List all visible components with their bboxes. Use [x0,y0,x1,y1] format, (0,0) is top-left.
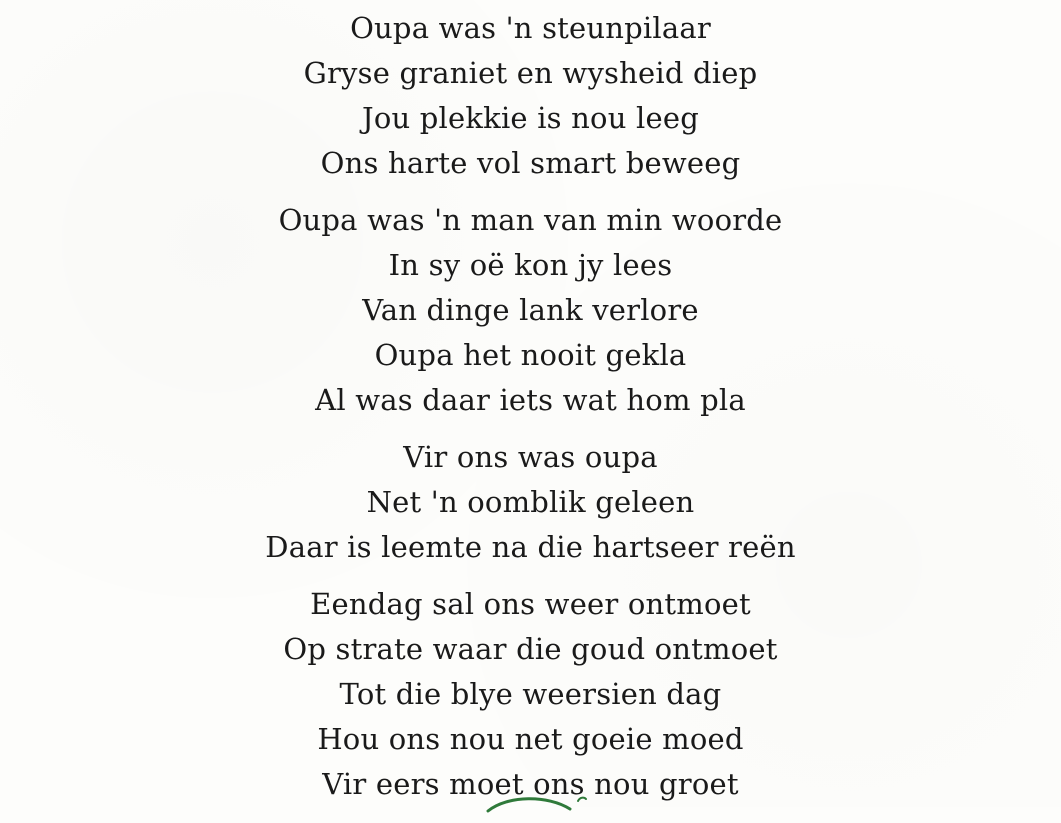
poem [0,6,1061,807]
poem-line: Van dinge lank verlore [362,293,699,327]
poem-line: Oupa het nooit gekla [374,338,687,372]
poem-line: Al was daar iets wat hom pla [315,383,746,417]
green-leaf-ornament-icon [478,793,588,823]
stanza-2 [0,198,1061,423]
poem-line: Oupa was 'n man van min woorde [278,203,783,237]
poem-line: Vir ons was oupa [403,440,658,474]
poem-line: Hou ons nou net goeie moed [317,722,744,756]
poem-line: Jou plekkie is nou leeg [362,101,699,135]
poem-line: Eendag sal ons weer ontmoet [310,587,751,621]
poem-line: Daar is leemte na die hartseer reën [265,530,796,564]
poem-line: In sy oë kon jy lees [388,248,673,282]
stanza-3 [0,435,1061,570]
poem-line: Gryse graniet en wysheid diep [303,56,758,90]
poem-line: Tot die blye weersien dag [339,677,722,711]
poem-line: Vir eers moet ons nou groet [322,767,739,801]
stanza-1 [0,6,1061,186]
poem-line: Net 'n oomblik geleen [366,485,695,519]
poem-line: Oupa was 'n steunpilaar [350,11,711,45]
poem-line: Op strate waar die goud ontmoet [283,632,778,666]
stanza-4 [0,582,1061,807]
poem-line: Ons harte vol smart beweeg [320,146,741,180]
